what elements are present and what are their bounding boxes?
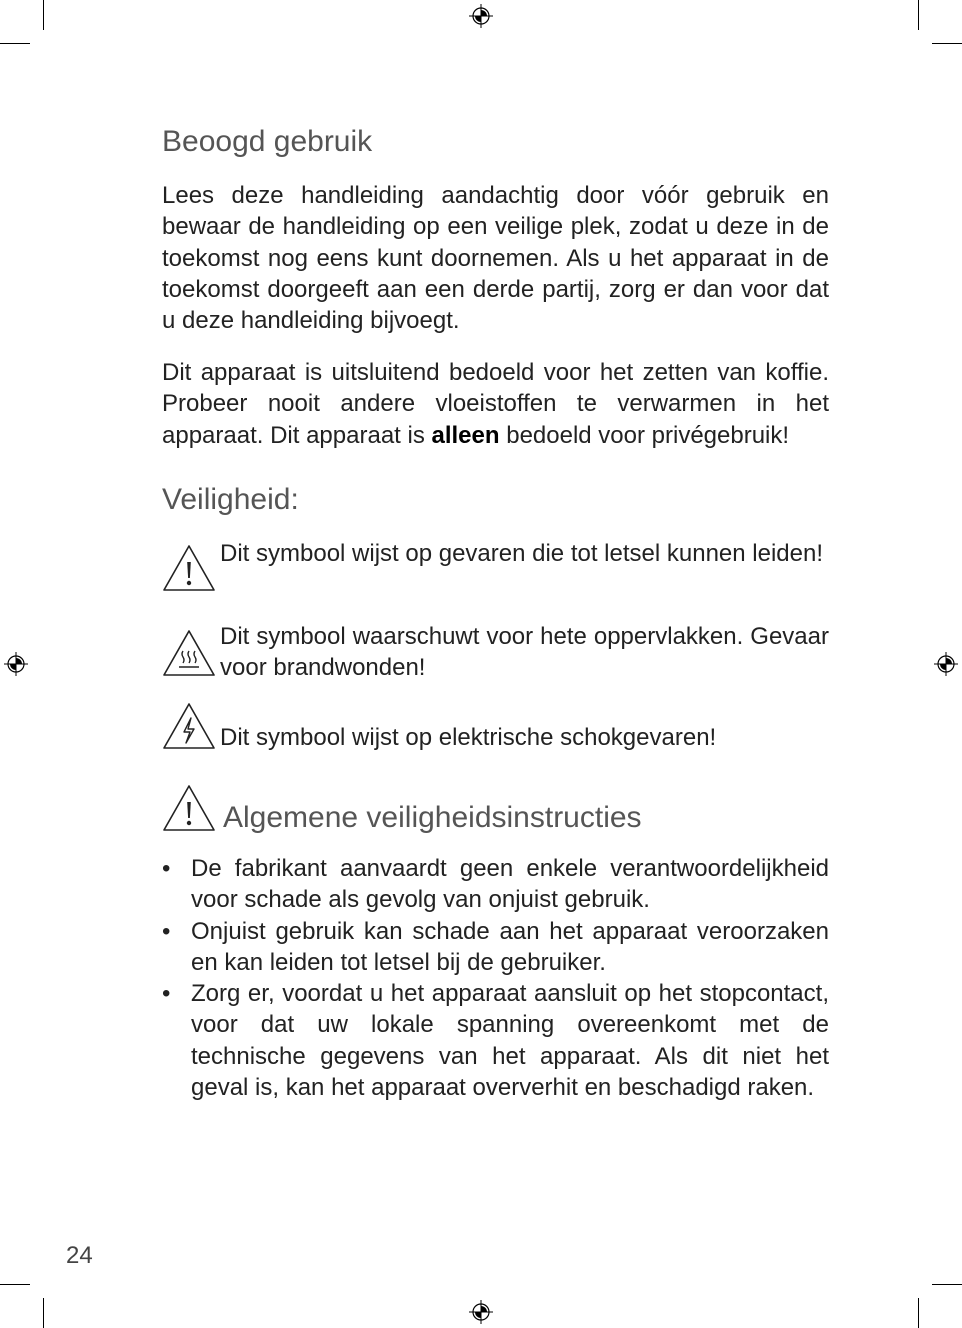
safety-symbol-row xyxy=(162,702,829,754)
section-heading: Algemene veiligheidsinstructies xyxy=(223,801,642,834)
registration-mark-icon xyxy=(469,1300,493,1324)
list-item xyxy=(162,978,829,1103)
list-item-text: De fabrikant aanvaardt geen enkele verantwoordelijkheid voor schade als gevolg van onjuist gebruik. xyxy=(191,855,829,914)
intended-use-section xyxy=(162,124,829,160)
warning-exclamation-icon xyxy=(162,544,216,592)
bold-text: alleen xyxy=(431,421,500,449)
bullet-list xyxy=(162,853,829,1103)
intended-use-paragraph-1 xyxy=(162,180,829,336)
crop-mark xyxy=(918,0,919,30)
section-heading: Veiligheid: xyxy=(162,483,299,516)
intended-use-paragraph-2 xyxy=(162,357,829,451)
safety-symbol-text: Dit symbool wijst op elektrische schokgevaren! xyxy=(220,724,717,751)
list-item xyxy=(162,853,829,916)
registration-mark-icon xyxy=(4,652,28,676)
crop-mark xyxy=(43,1298,44,1328)
electric-shock-icon xyxy=(162,702,216,750)
bullet: • xyxy=(162,980,171,1008)
text-run: Dit apparaat is uitsluitend bedoeld voor het zetten van koffie. Probeer nooit andere vloeistoffen te verwarmen in het apparaat. Dit apparaat is xyxy=(162,359,829,449)
crop-mark xyxy=(43,0,44,30)
safety-symbol-text: Dit symbool wijst op gevaren die tot letsel kunnen leiden! xyxy=(220,540,823,567)
crop-mark xyxy=(918,1298,919,1328)
bullet: • xyxy=(162,855,171,882)
section-heading: Beoogd gebruik xyxy=(162,125,373,158)
text-run: bedoeld voor privégebruik! xyxy=(499,421,790,449)
safety-symbol-row xyxy=(162,538,829,602)
registration-mark-icon xyxy=(469,4,493,28)
hot-surface-icon xyxy=(162,629,216,677)
warning-exclamation-icon xyxy=(162,784,216,832)
list-item xyxy=(162,916,829,979)
crop-mark xyxy=(0,43,30,44)
list-item-text: Onjuist gebruik kan schade aan het apparaat veroorzaken en kan leiden tot letsel bij de gebruiker. xyxy=(191,917,829,976)
safety-section xyxy=(162,482,829,518)
body-paragraph xyxy=(162,357,829,451)
body-paragraph: Lees deze handleiding aandachtig door vóór gebruik en bewaar de handleiding op een veilige plek, zodat u deze in de toekomst nog eens kunt doornemen. Als u het apparaat in de toekomst doorgeeft aan een derde partij, zorg er dan voor dat u deze handleiding bijvoegt. xyxy=(162,182,829,335)
safety-symbol-row xyxy=(162,621,829,685)
bullet: • xyxy=(162,917,171,945)
general-instructions-list xyxy=(162,853,829,1103)
safety-symbol-text: Dit symbool waarschuwt voor hete oppervlakken. Gevaar voor brandwonden! xyxy=(220,623,829,681)
crop-mark xyxy=(932,1284,962,1285)
crop-mark xyxy=(932,43,962,44)
general-instructions-heading-row xyxy=(162,784,829,836)
list-item-text: Zorg er, voordat u het apparaat aansluit op het stopcontact, voor dat uw lokale spanning overeenkomt met de technische gegevens van het apparaat. Als dit niet het geval is, kan het apparaat oververhit en beschadigd raken. xyxy=(191,980,829,1102)
crop-mark xyxy=(0,1284,30,1285)
registration-mark-icon xyxy=(934,652,958,676)
page-number: 24 xyxy=(66,1242,93,1269)
